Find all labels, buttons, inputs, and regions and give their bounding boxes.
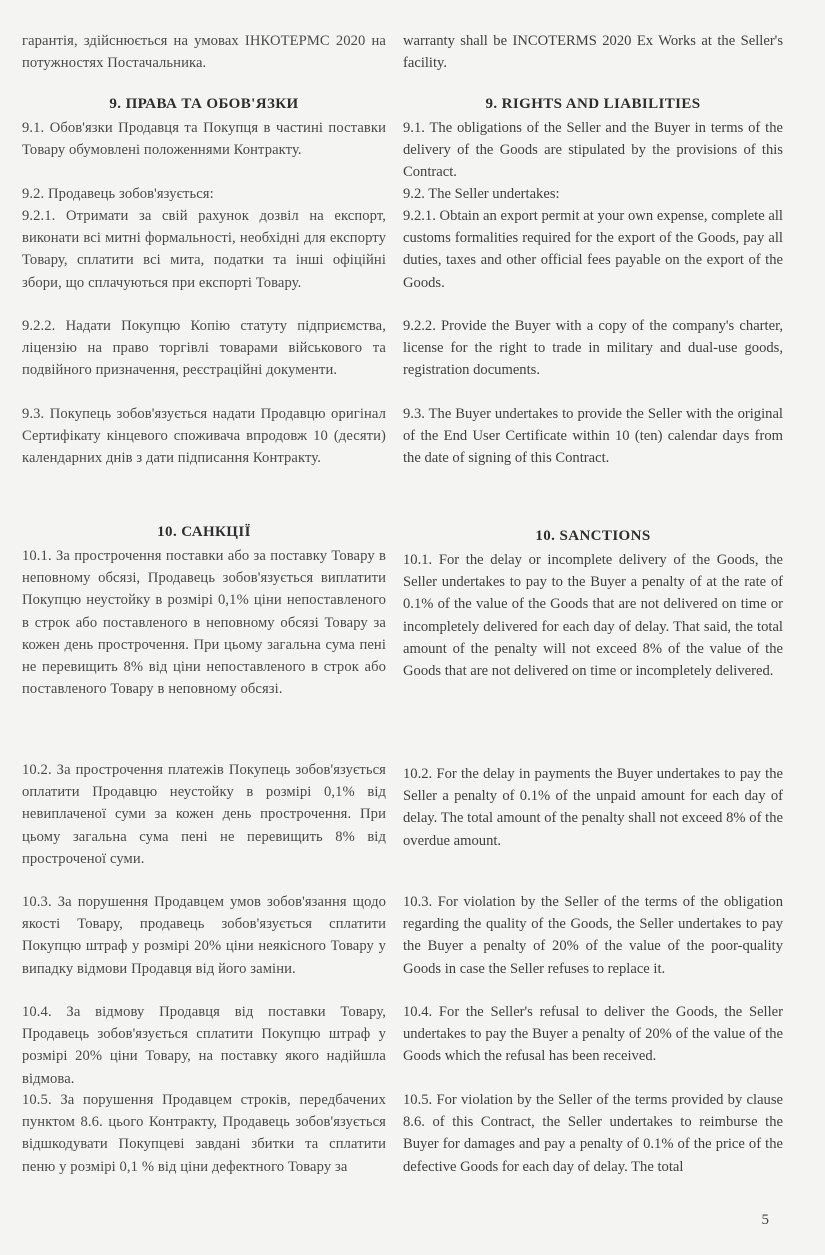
clause-10-3-en: 10.3. For violation by the Seller of the terms of the obligation regarding the quality of the Goods, the Seller undertakes to pay the Buyer a penalty of 20% of the value of the poor-quality Goods in case the Seller refuses to replace it.	[403, 894, 783, 977]
page-number: 5	[761, 1212, 769, 1228]
section-10-heading-uk: 10. САНКЦІЇ	[157, 524, 251, 540]
clause-10-1-uk: 10.1. За прострочення поставки або за поставку Товару в неповному обсязі, Продавець зобов'язується виплатити Покупцю неустойку в розмірі 0,1% ціни непоставленого в строк або поставленого в неповному обсязі Товару за кожен день прострочення. При цьому загальна сума пені не перевищить 8% від ціни непоставленого в строк або поставленого Товару в неповному обсязі.	[22, 548, 386, 698]
intro-uk: гарантія, здійснюється на умовах ІНКОТЕРМС 2020 на потужностях Постачальника.	[22, 33, 386, 72]
intro-en: warranty shall be INCOTERMS 2020 Ex Works at the Seller's facility.	[403, 33, 783, 72]
clause-10-1-en: 10.1. For the delay or incomplete delivery of the Goods, the Seller undertakes to pay to the Buyer a penalty of at the rate of 0.1% of the value of the Goods that are not delivered on time or incompletely delivered for each day of delay. That said, the total amount of the penalty will not exceed 8% of the value of the Goods that are not delivered on time or incompletely delivered.	[403, 552, 783, 680]
section-10-heading-en: 10. SANCTIONS	[535, 528, 651, 544]
clause-9-2-uk: 9.2. Продавець зобов'язується:	[22, 186, 214, 202]
clause-9-3-uk: 9.3. Покупець зобов'язується надати Продавцю оригінал Сертифікату кінцевого споживача впродовж 10 (десяти) календарних днів з дати підписання Контракту.	[22, 406, 386, 467]
clause-10-5-en: 10.5. For violation by the Seller of the terms provided by clause 8.6. of this Contract, the Seller undertakes to reimburse the Buyer for damages and pay a penalty of 0.1% of the price of the defective Goods for each day of delay. The total	[403, 1092, 783, 1175]
clause-9-2-en: 9.2. The Seller undertakes:	[403, 186, 560, 202]
clause-9-1-uk: 9.1. Обов'язки Продавця та Покупця в частині поставки Товару обумовлені положеннями Контракту.	[22, 120, 386, 159]
section-9-heading-en: 9. RIGHTS AND LIABILITIES	[485, 96, 701, 112]
clause-10-4-uk: 10.4. За відмову Продавця від поставки Товару, Продавець зобов'язується сплатити Покупцю штраф у розмірі 20% ціни Товару, на поставку якого надійшла відмова.	[22, 1004, 386, 1087]
clause-9-2-1-en: 9.2.1. Obtain an export permit at your own expense, complete all customs formalities required for the export of the Goods, pay all duties, taxes and other official fees payable on the export of the Goods.	[403, 208, 783, 291]
clause-9-2-2-en: 9.2.2. Provide the Buyer with a copy of the company's charter, license for the right to trade in military and dual-use goods, registration documents.	[403, 318, 783, 379]
clause-10-5-uk: 10.5. За порушення Продавцем строків, передбачених пунктом 8.6. цього Контракту, Продавець зобов'язується відшкодувати Покупцеві завдані збитки та сплатити пеню у розмірі 0,1 % від ціни дефектного Товару за	[22, 1092, 386, 1175]
section-9-heading-uk: 9. ПРАВА ТА ОБОВ'ЯЗКИ	[109, 96, 299, 112]
clause-9-1-en: 9.1. The obligations of the Seller and the Buyer in terms of the delivery of the Goods are stipulated by the provisions of this Contract.	[403, 120, 783, 181]
clause-9-2-1-uk: 9.2.1. Отримати за свій рахунок дозвіл на експорт, виконати всі митні формальності, необхідні для експорту Товару, сплатити всі мита, податки та інші офіційні збори, що сплачуються при експорті Товару.	[22, 208, 386, 291]
clause-10-3-uk: 10.3. За порушення Продавцем умов зобов'язання щодо якості Товару, продавець зобов'язується сплатити Покупцю штраф у розмірі 20% ціни неякісного Товару у випадку відмови Продавця від його заміни.	[22, 894, 386, 977]
clause-10-2-en: 10.2. For the delay in payments the Buyer undertakes to pay the Seller a penalty of 0.1% of the unpaid amount for each day of delay. The total amount of the penalty shall not exceed 8% of the overdue amount.	[403, 766, 783, 849]
clause-9-3-en: 9.3. The Buyer undertakes to provide the Seller with the original of the End User Certificate within 10 (ten) calendar days from the date of signing of this Contract.	[403, 406, 783, 467]
clause-10-2-uk: 10.2. За прострочення платежів Покупець зобов'язується оплатити Продавцю неустойку в розмірі 0,1% від невиплаченої суми за кожен день прострочення. При цьому загальна сума пені не перевищить 8% від простроченої суми.	[22, 762, 386, 867]
clause-10-4-en: 10.4. For the Seller's refusal to deliver the Goods, the Seller undertakes to pay the Buyer a penalty of 20% of the value of the Goods which the refusal has been received.	[403, 1004, 783, 1065]
clause-9-2-2-uk: 9.2.2. Надати Покупцю Копію статуту підприємства, ліцензію на право торгівлі товарами військового та подвійного призначення, реєстраційні документи.	[22, 318, 386, 379]
